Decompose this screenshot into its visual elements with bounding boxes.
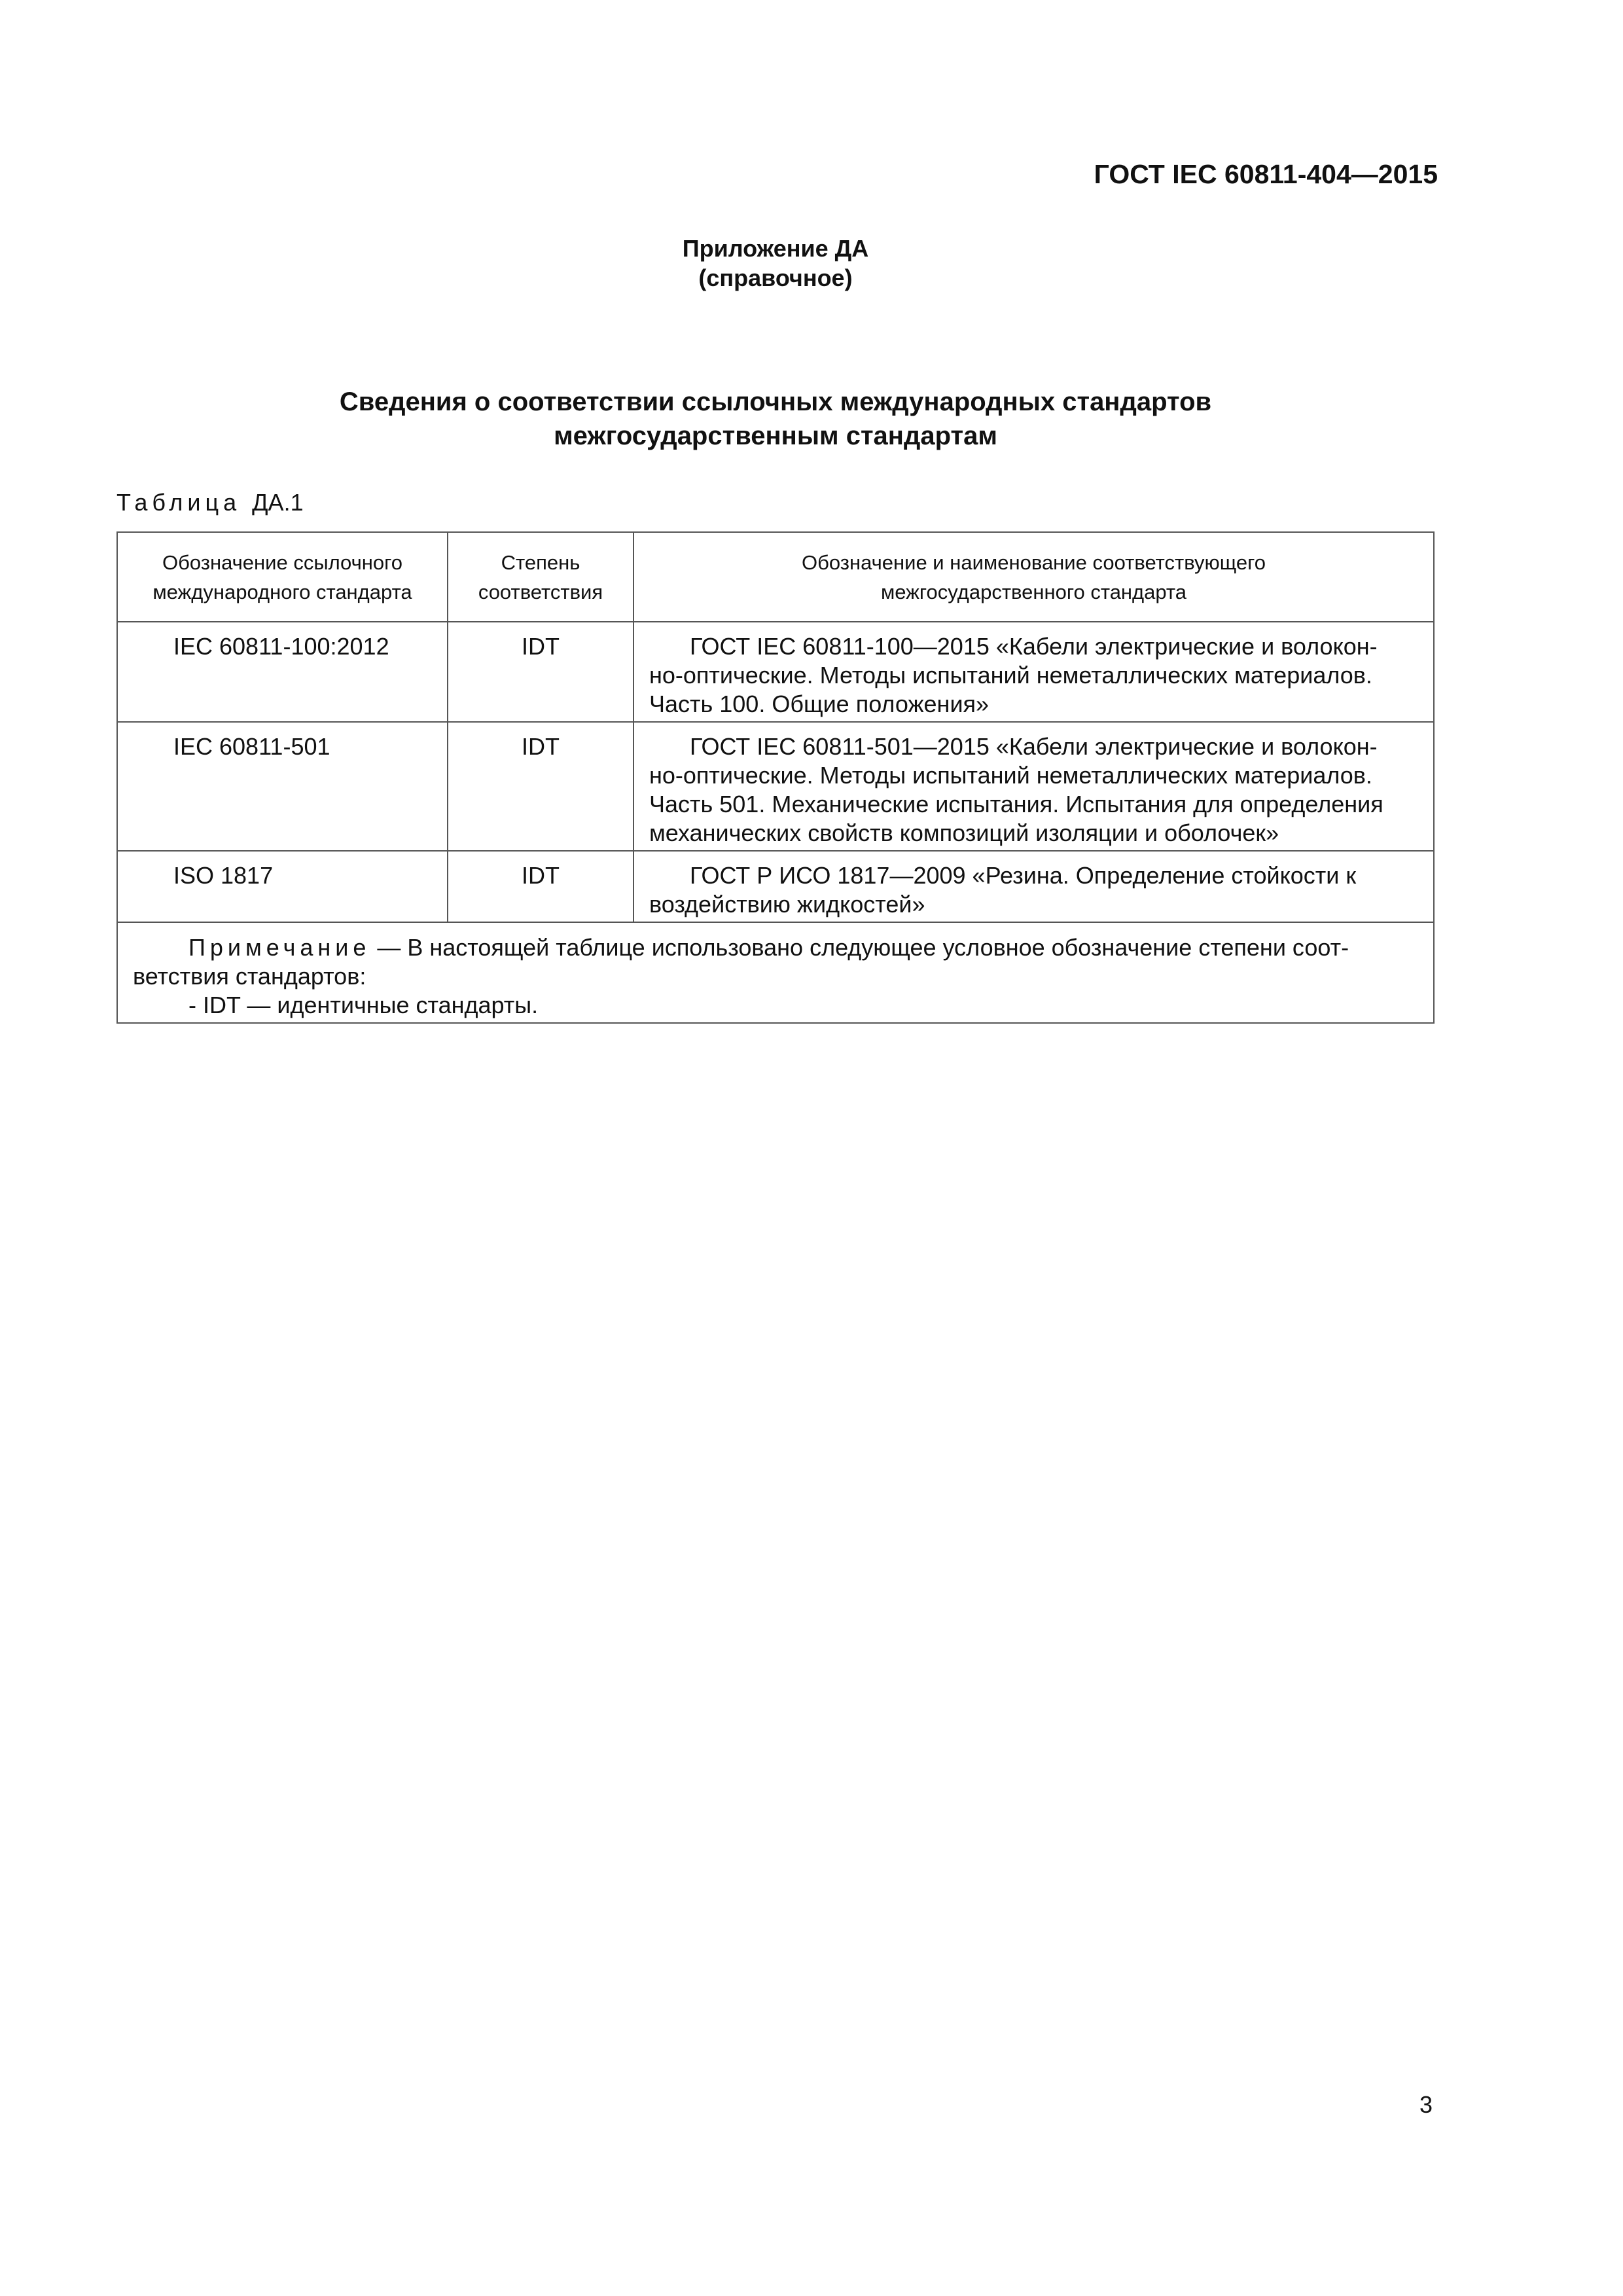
cell-description (633, 622, 1434, 722)
header-col3-line1: Обозначение и наименование соответствующего (801, 550, 1266, 574)
cell-standard-code: ISO 1817 (117, 851, 448, 922)
cell-description (633, 851, 1434, 922)
page-number: 3 (1419, 2091, 1433, 2118)
appendix-label: Приложение ДА (682, 235, 869, 262)
desc-line: механических свойств композиций изоляции и оболочек» (649, 819, 1279, 846)
table-caption (116, 489, 304, 516)
section-title-line-2: межгосударственным стандартам (554, 422, 997, 450)
section-title-line-1: Сведения о соответствии ссылочных международных стандартов (339, 387, 1212, 416)
desc-line: но-оптические. Методы испытаний неметаллических материалов. (649, 762, 1372, 789)
desc-line: ГОСТ IEC 60811-501—2015 «Кабели электрические и волокон- (690, 733, 1378, 760)
desc-line: ГОСТ IEC 60811-100—2015 «Кабели электрические и волокон- (690, 633, 1378, 660)
desc-line: Часть 100. Общие положения» (649, 691, 990, 717)
note-line: ветствия стандартов: (133, 963, 366, 990)
header-col1-line2: международного стандарта (152, 580, 412, 603)
table-row (117, 851, 1434, 922)
table-note (117, 922, 1434, 1023)
document-code: ГОСТ IEC 60811-404—2015 (1094, 159, 1438, 189)
header-interstate-standard (633, 532, 1434, 622)
header-col3-line2: межгосударственного стандарта (880, 580, 1187, 603)
table-note-row (117, 922, 1434, 1023)
desc-line: но-оптические. Методы испытаний неметаллических материалов. (649, 662, 1372, 689)
correspondence-table (116, 531, 1435, 1024)
desc-line: Часть 501. Механические испытания. Испытания для определения (649, 791, 1383, 817)
note-text: — В настоящей таблице использовано следующее условное обозначение степени соот- (370, 934, 1349, 961)
appendix-type: (справочное) (698, 264, 853, 291)
cell-standard-code: IEC 60811-501 (117, 722, 448, 851)
table-caption-word: Таблица (116, 489, 241, 516)
appendix-heading (0, 234, 1623, 293)
header-degree (448, 532, 633, 622)
cell-degree: IDT (448, 851, 633, 922)
table-row (117, 622, 1434, 722)
table-header-row (117, 532, 1434, 622)
note-bullet: - IDT — идентичные стандарты. (188, 992, 539, 1018)
desc-line: ГОСТ Р ИСО 1817—2009 «Резина. Определение стойкости к (690, 862, 1357, 889)
section-title (0, 385, 1623, 453)
header-col1-line1: Обозначение ссылочного (162, 550, 402, 574)
table-caption-number: ДА.1 (252, 489, 304, 516)
header-col2-line2: соответствия (478, 580, 603, 603)
desc-line: воздействию жидкостей» (649, 891, 925, 918)
header-col2-line1: Степень (501, 550, 580, 574)
note-line (133, 933, 1418, 962)
cell-degree: IDT (448, 722, 633, 851)
cell-description (633, 722, 1434, 851)
cell-standard-code: IEC 60811-100:2012 (117, 622, 448, 722)
header-international-standard (117, 532, 448, 622)
note-label: Примечание (188, 934, 371, 961)
table-row (117, 722, 1434, 851)
cell-degree: IDT (448, 622, 633, 722)
